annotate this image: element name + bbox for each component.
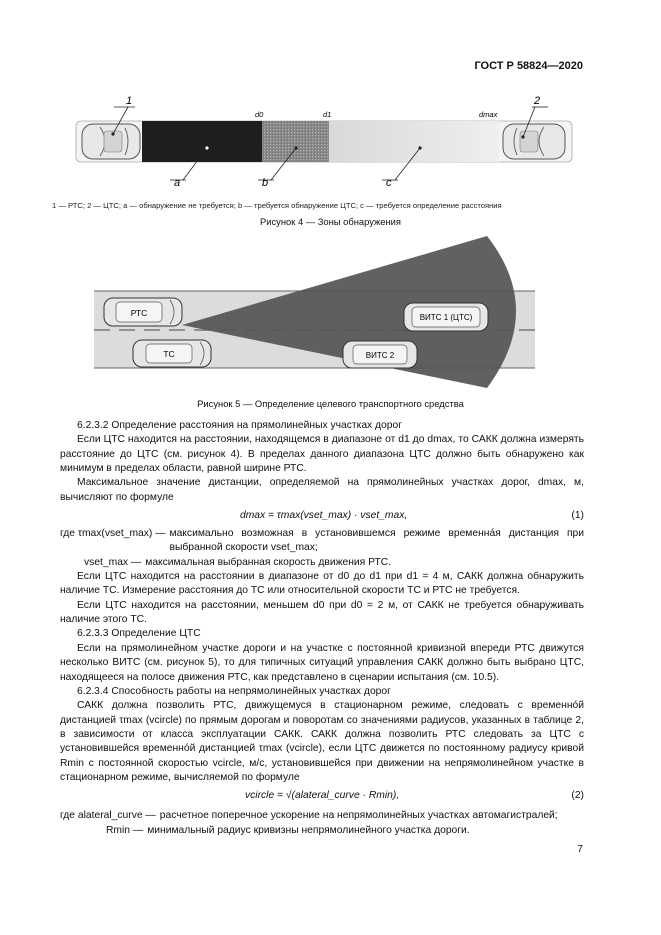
- definition-text: расчетное поперечное ускорение на непрямолинейных участках автомагистралей;: [159, 810, 558, 822]
- label-a: a: [174, 177, 181, 189]
- label-d1: d1: [323, 110, 332, 119]
- label-b: b: [262, 177, 269, 189]
- paragraph-3: Если ЦТС находится на расстоянии в диапазоне от d0 до d1 при d1 = 4 м, САКК должна обнаружить наличие ТС. Измерение расстояния до ТС или относительной скорости ТС и РТС не требуется.: [60, 571, 584, 597]
- car-rts-figure4: [82, 124, 140, 159]
- label-c: c: [386, 177, 392, 189]
- label-d0: d0: [255, 110, 264, 119]
- definition-row: [60, 824, 584, 838]
- car-label-rts: РТС: [130, 308, 148, 318]
- paragraph-6: САКК должна позволить РТС, движущемуся в стационарном режиме, следовать с временно́й дистанцией τmax (vcircle) по прямым дорогам и поворотам со значениями радиусов, указанных в таблице 2, в зависимости от класса эксплуатации САКК. САКК должна позволить РТС следовать за ЦТС с установившейся временно́й дистанцией τmax (vcircle), если ЦТС движется по постоянному радиусу кривой Rmin с постоянной скоростью vcircle, м/с, установившейся при движении на непрямолинейном участке в стационарном режиме, вычисляемой по формуле: [60, 700, 584, 783]
- paragraph-4: Если ЦТС находится на расстоянии, меньшем d0 при d0 = 2 м, от САКК не требуется обнаруживать наличие этого ТС.: [60, 599, 584, 626]
- zone-a: [142, 121, 262, 162]
- formula-1-expression: dmax = τmax(vset_max) · vset_max,: [240, 510, 408, 522]
- section-6234-title: 6.2.3.4 Способность работы на непрямолинейных участках дорог: [77, 685, 391, 697]
- section-6232-title: 6.2.3.2 Определение расстояния на прямолинейных участках дорог: [77, 420, 402, 431]
- section-6233-title: 6.2.3.3 Определение ЦТС: [77, 628, 201, 640]
- formula-2-expression: vcircle = √(alateral_curve · Rmin),: [245, 790, 400, 802]
- definition-row: [60, 809, 584, 823]
- page-number: 7: [577, 844, 583, 855]
- definition-row: [60, 556, 584, 570]
- car-label-ts: ТС: [163, 349, 175, 359]
- definition-term: где alateral_curve —: [60, 810, 156, 822]
- figure4-caption: Рисунок 4 — Зоны обнаружения: [259, 216, 401, 227]
- paragraph-5: Если на прямолинейном участке дороги и на участке с постоянной кривизной впереди РТС движутся несколько ВИТС (см. рисунок 5), то для типичных ситуаций управления САКК должно быть выбрано ЦТС, находящееся на полосе движения РТС, как представлено в сценарии испытания (см. 10.5).: [60, 642, 584, 683]
- formula-2: [60, 785, 584, 809]
- definition-term: vset_max —: [84, 556, 142, 568]
- formula-1: [60, 505, 584, 527]
- car-label-vits2: ВИТС 2: [365, 351, 395, 360]
- document-header: ГОСТ Р 58824—2020: [474, 60, 583, 72]
- formula-2-number: (2): [571, 790, 584, 802]
- figure5-road: [94, 236, 535, 388]
- figure4-zones: [76, 95, 572, 189]
- paragraph-2: Максимальное значение дистанции, определяемой на прямолинейных участках дорог, dmax, м, вычисляют по формуле: [60, 477, 584, 503]
- definition-row: [60, 527, 584, 556]
- figure4-legend: 1 — РТС; 2 — ЦТС; a — обнаружение не требуется; b — требуется обнаружение ЦТС; c — требуется определение расстояния: [52, 201, 502, 210]
- formula-1-number: (1): [571, 510, 584, 522]
- zone-b: [262, 121, 329, 162]
- car-label-vits1: ВИТС 1 (ЦТС): [419, 313, 473, 322]
- definition-text: максимальная выбранная скорость движения РТС.: [145, 556, 392, 568]
- body-text: [60, 419, 584, 838]
- definition-text: минимальный радиус кривизны непрямолинейного участка дороги.: [147, 824, 470, 836]
- definitions-2: [60, 809, 584, 838]
- definitions-1: [60, 527, 584, 570]
- figure5-caption: Рисунок 5 — Определение целевого транспортного средства: [197, 398, 464, 409]
- paragraph-1: Если ЦТС находится на расстоянии, находящемся в диапазоне от d1 до dmax, то САКК должна измерять расстояние до ЦТС (см. рисунок 4). В пределах данного диапазона ЦТС должно быть обнаружено как минимум в пределах области, равной ширине РТС.: [60, 434, 584, 475]
- label-2: 2: [534, 95, 541, 107]
- definition-term: Rmin —: [106, 824, 144, 836]
- label-1: 1: [126, 95, 133, 107]
- car-cts-figure4: [503, 124, 565, 159]
- label-dmax: dmax: [479, 110, 498, 119]
- figures: [0, 0, 661, 400]
- definition-text: максимально возможная в установившемся режиме временна́я дистанция при выбранной скорости vset_max;: [169, 528, 584, 554]
- definition-term: где τmax(vset_max) —: [60, 528, 166, 540]
